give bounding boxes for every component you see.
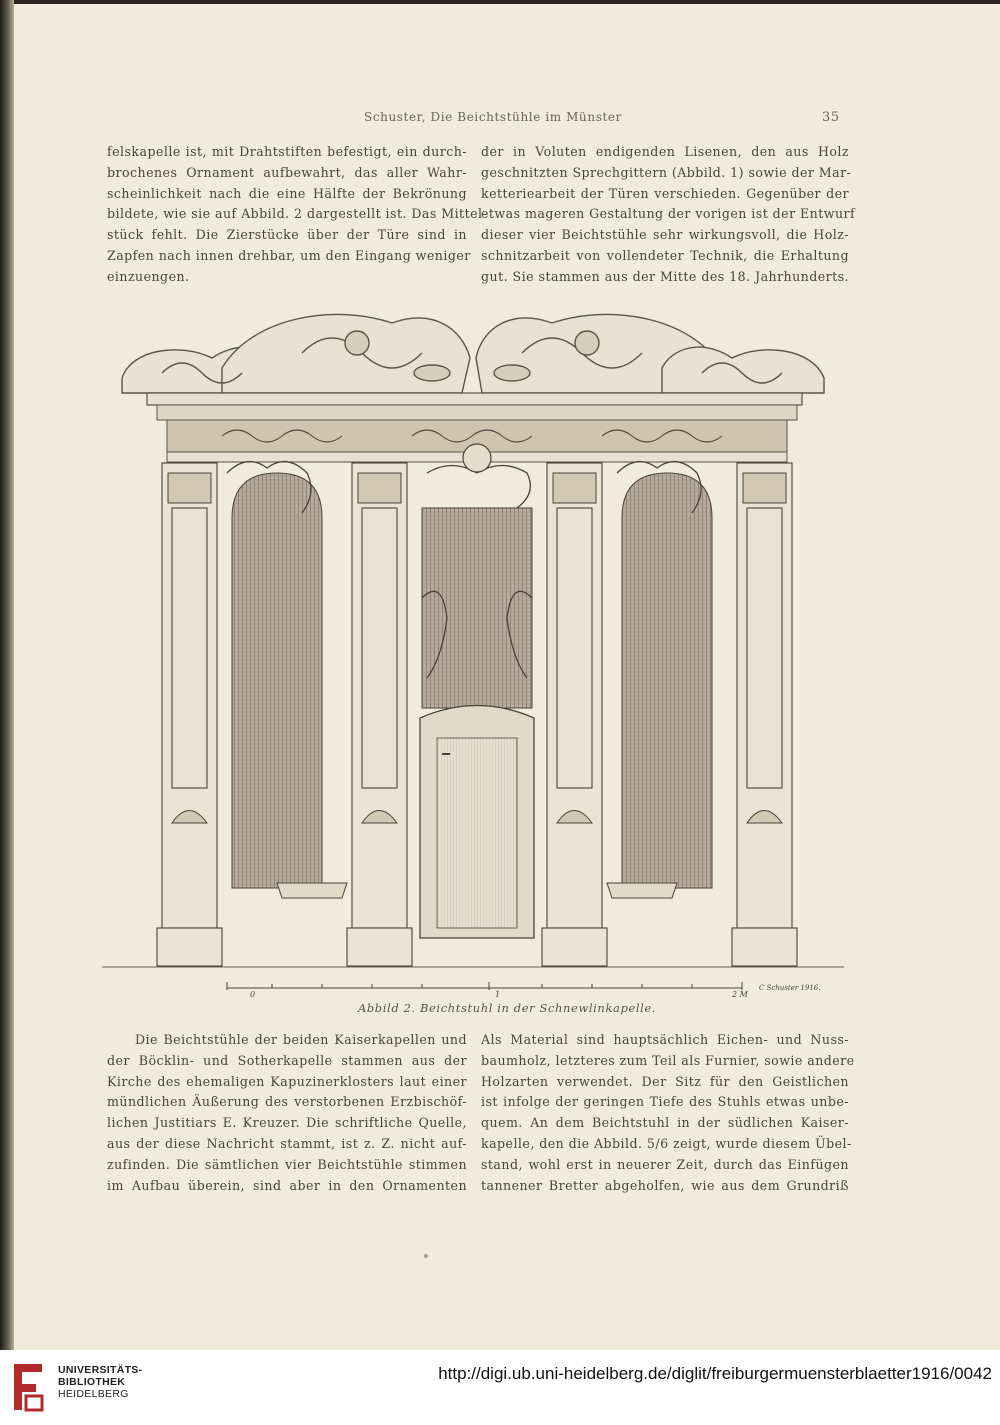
text-line: Zapfen nach innen drehbar, um den Eingang weniger xyxy=(107,247,471,263)
text-column-bottom-right xyxy=(481,1030,855,1196)
text-line: schnitzarbeit von vollendeter Technik, die Erhaltung xyxy=(481,247,849,263)
book-page xyxy=(14,4,1000,1350)
paper-speck xyxy=(424,1254,428,1258)
library-name-line: UNIVERSITÄTS- xyxy=(58,1364,143,1376)
confessional-illustration xyxy=(102,298,844,998)
text-line: felskapelle ist, mit Drahtstiften befestigt, ein durch- xyxy=(107,144,467,159)
scale-label-1: 1 xyxy=(495,990,501,998)
running-title: Schuster, Die Beichtstühle im Münster xyxy=(364,110,622,124)
text-line: ist infolge der geringen Tiefe des Stuhls etwas unbe- xyxy=(481,1094,849,1110)
text-line: etwas mageren Gestaltung der vorigen ist der Entwurf xyxy=(481,206,856,222)
library-name-line: BIBLIOTHEK xyxy=(58,1376,126,1388)
text-line: scheinlichkeit nach die eine Hälfte der Bekrönung xyxy=(107,185,467,201)
text-line: kapelle, den die Abbild. 5/6 zeigt, wurde diesem Übel- xyxy=(481,1135,852,1151)
text-line: im Aufbau überein, sind aber in den Ornamenten xyxy=(107,1177,467,1193)
text-line: der Böcklin- und Sotherkapelle stammen aus der xyxy=(107,1052,467,1068)
source-url-link[interactable]: http://digi.ub.uni-heidelberg.de/diglit/freiburgermuensterblaetter1916/0042 xyxy=(438,1364,992,1383)
text-column-top-right xyxy=(481,142,856,288)
scale-bar xyxy=(227,982,742,990)
scale-label-2: 2 M xyxy=(732,990,748,998)
library-logo-icon xyxy=(12,1362,44,1412)
library-footer xyxy=(0,1350,1000,1425)
text-line: mündlichen Äußerung des verstorbenen Erzbischöf- xyxy=(107,1094,467,1110)
text-line: quem. An dem Beichtstuhl in der südlichen Kaiser- xyxy=(481,1115,849,1131)
book-spine-shadow xyxy=(0,0,14,1350)
text-line: stück fehlt. Die Zierstücke über der Türe sind in xyxy=(107,227,467,243)
text-line: tannener Bretter abgeholfen, wie aus dem Grundriß xyxy=(481,1177,849,1193)
figure-caption: Abbild 2. Beichtstuhl in der Schnewlinkapelle. xyxy=(357,1001,657,1015)
text-line: zufinden. Die sämtlichen vier Beichtstühle stimmen xyxy=(107,1156,467,1172)
text-line: geschnitzten Sprechgittern (Abbild. 1) sowie der Mar- xyxy=(481,164,852,180)
text-line: lichen Justitiars E. Kreuzer. Die schriftliche Quelle, xyxy=(107,1115,467,1131)
library-name xyxy=(58,1364,142,1400)
text-line: Kirche des ehemaligen Kapuzinerklosters laut einer xyxy=(107,1073,467,1089)
text-line: aus der diese Nachricht stammt, ist z. Z. nicht auf- xyxy=(107,1135,467,1151)
text-line: dieser vier Beichtstühle sehr wirkungsvoll, die Holz- xyxy=(481,227,849,243)
text-line: brochenes Ornament aufbewahrt, das aller Wahr- xyxy=(107,164,467,180)
text-line: Die Beichtstühle der beiden Kaiserkapellen und xyxy=(135,1032,467,1047)
library-name-line: HEIDELBERG xyxy=(58,1388,129,1400)
text-line: gut. Sie stammen aus der Mitte des 18. Jahrhunderts. xyxy=(481,268,849,284)
text-line: Holzarten verwendet. Der Sitz für den Geistlichen xyxy=(481,1073,849,1089)
page-number: 35 xyxy=(822,110,840,125)
text-line: baumholz, letzteres zum Teil als Furnier, sowie andere xyxy=(481,1052,855,1068)
text-line: bildete, wie sie auf Abbild. 2 dargestellt ist. Das Mittel- xyxy=(107,206,488,222)
text-line: stand, wohl erst in neuerer Zeit, durch das Einfügen xyxy=(481,1156,849,1172)
text-line: ketteriearbeit der Türen verschieden. Gegenüber der xyxy=(481,185,849,201)
text-line: einzuengen. xyxy=(107,268,190,284)
text-column-bottom-left xyxy=(107,1030,467,1196)
scale-label-0: 0 xyxy=(250,990,256,998)
text-line: der in Voluten endigenden Lisenen, den aus Holz xyxy=(481,144,849,159)
central-door xyxy=(420,706,534,939)
text-line: Als Material sind hauptsächlich Eichen- und Nuss- xyxy=(481,1032,849,1047)
cresting-ornament xyxy=(122,314,824,393)
artist-signature: C Schuster 1916. xyxy=(759,984,821,992)
text-column-top-left xyxy=(107,142,488,288)
